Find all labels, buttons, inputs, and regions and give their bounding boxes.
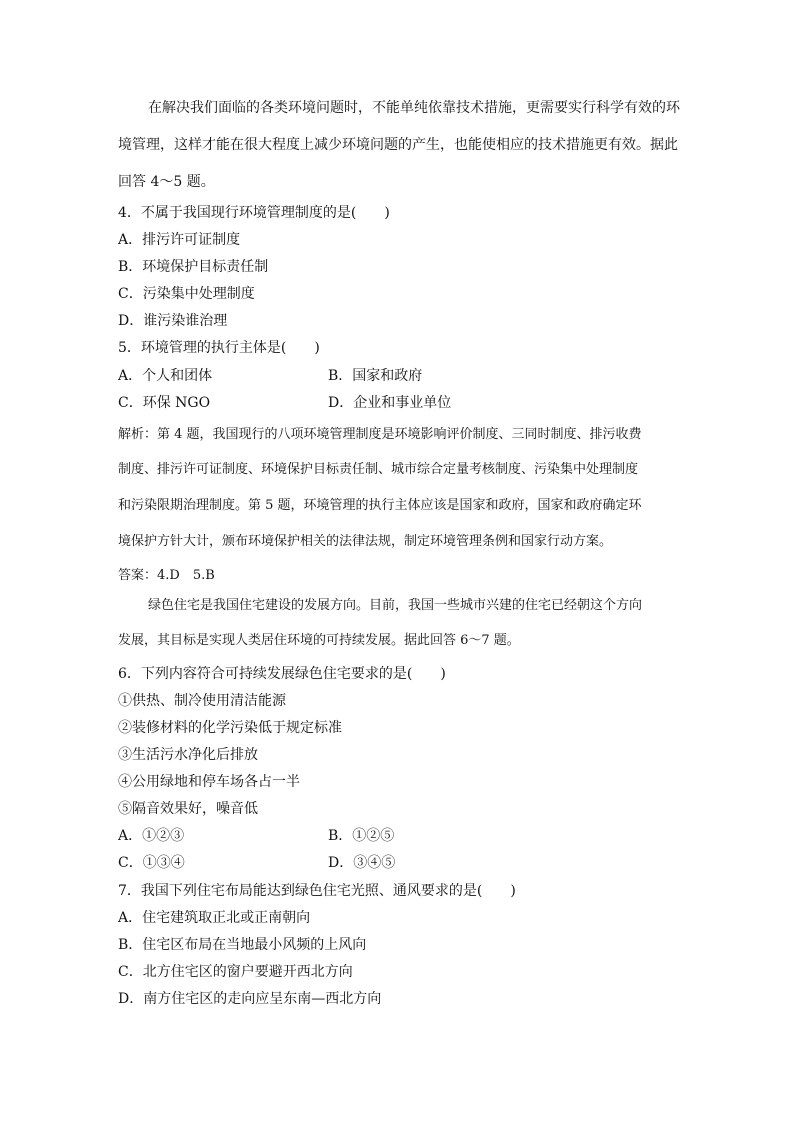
question-7-stem: 7．我国下列住宅布局能达到绿色住宅光照、通风要求的是( ) bbox=[118, 883, 516, 899]
question-5-option-d: D．企业和事业单位 bbox=[328, 395, 452, 411]
question-7-option-b: B．住宅区布局在当地最小风频的上风向 bbox=[118, 937, 367, 953]
question-7-option-a: A．住宅建筑取正北或正南朝向 bbox=[118, 910, 311, 926]
question-4-option-d: D．谁污染谁治理 bbox=[118, 313, 228, 329]
question-5-option-a: A．个人和团体 bbox=[118, 368, 213, 384]
question-6-option-d: D．③④⑤ bbox=[328, 855, 396, 871]
question-6-item-2: ②装修材料的化学污染低于规定标准 bbox=[118, 720, 342, 736]
question-6-option-a: A．①②③ bbox=[118, 828, 185, 844]
question-4-option-b: B．环境保护目标责任制 bbox=[118, 259, 269, 275]
question-6-option-c: C．①③④ bbox=[118, 855, 185, 871]
question-5-option-c: C．环保 NGO bbox=[118, 395, 211, 411]
question-7-option-c: C．北方住宅区的窗户要避开西北方向 bbox=[118, 964, 353, 980]
analysis-line-1: 解析：第 4 题，我国现行的八项环境管理制度是环境影响评价制度、三同时制度、排污收费 bbox=[118, 427, 642, 442]
passage-2-line-1: 绿色住宅是我国住宅建设的发展方向。目前，我国一些城市兴建的住宅已经朝这个方向 bbox=[148, 598, 643, 613]
question-6-option-b: B．①②⑤ bbox=[328, 828, 395, 844]
passage-1-line-3: 回答 4～5 题。 bbox=[118, 174, 215, 190]
question-4-option-a: A．排污许可证制度 bbox=[118, 232, 241, 248]
question-6-item-5: ⑤隔音效果好，噪音低 bbox=[118, 801, 258, 817]
question-4-option-c: C．污染集中处理制度 bbox=[118, 286, 255, 302]
analysis-line-4: 境保护方针大计，颁布环境保护相关的法律法规，制定环境管理条例和国家行动方案。 bbox=[118, 534, 613, 549]
analysis-line-3: 和污染限期治理制度。第 5 题，环境管理的执行主体应该是国家和政府，国家和政府确定环 bbox=[118, 498, 642, 513]
question-4-stem: 4．不属于我国现行环境管理制度的是( ) bbox=[118, 205, 390, 221]
question-6-stem: 6．下列内容符合可持续发展绿色住宅要求的是( ) bbox=[118, 666, 446, 682]
passage-1-line-2: 境管理，这样才能在很大程度上减少环境问题的产生，也能使相应的技术措施更有效。据此 bbox=[118, 137, 678, 153]
analysis-line-2: 制度、排污许可证制度、环境保护目标责任制、城市综合定量考核制度、污染集中处理制度 bbox=[118, 462, 639, 477]
question-5-option-b: B．国家和政府 bbox=[328, 368, 423, 384]
passage-1-line-1: 在解决我们面临的各类环境问题时，不能单纯依靠技术措施，更需要实行科学有效的环 bbox=[148, 100, 680, 116]
question-6-item-1: ①供热、制冷使用清洁能源 bbox=[118, 693, 286, 709]
question-5-stem: 5．环境管理的执行主体是( ) bbox=[118, 340, 320, 356]
answer-line: 答案：4.D 5.B bbox=[118, 568, 215, 583]
passage-2-line-2: 发展，其目标是实现人类居住环境的可持续发展。据此回答 6～7 题。 bbox=[118, 633, 520, 648]
question-7-option-d: D．南方住宅区的走向应呈东南—西北方向 bbox=[118, 991, 382, 1007]
question-6-item-4: ④公用绿地和停车场各占一半 bbox=[118, 774, 300, 790]
question-6-item-3: ③生活污水净化后排放 bbox=[118, 747, 258, 763]
